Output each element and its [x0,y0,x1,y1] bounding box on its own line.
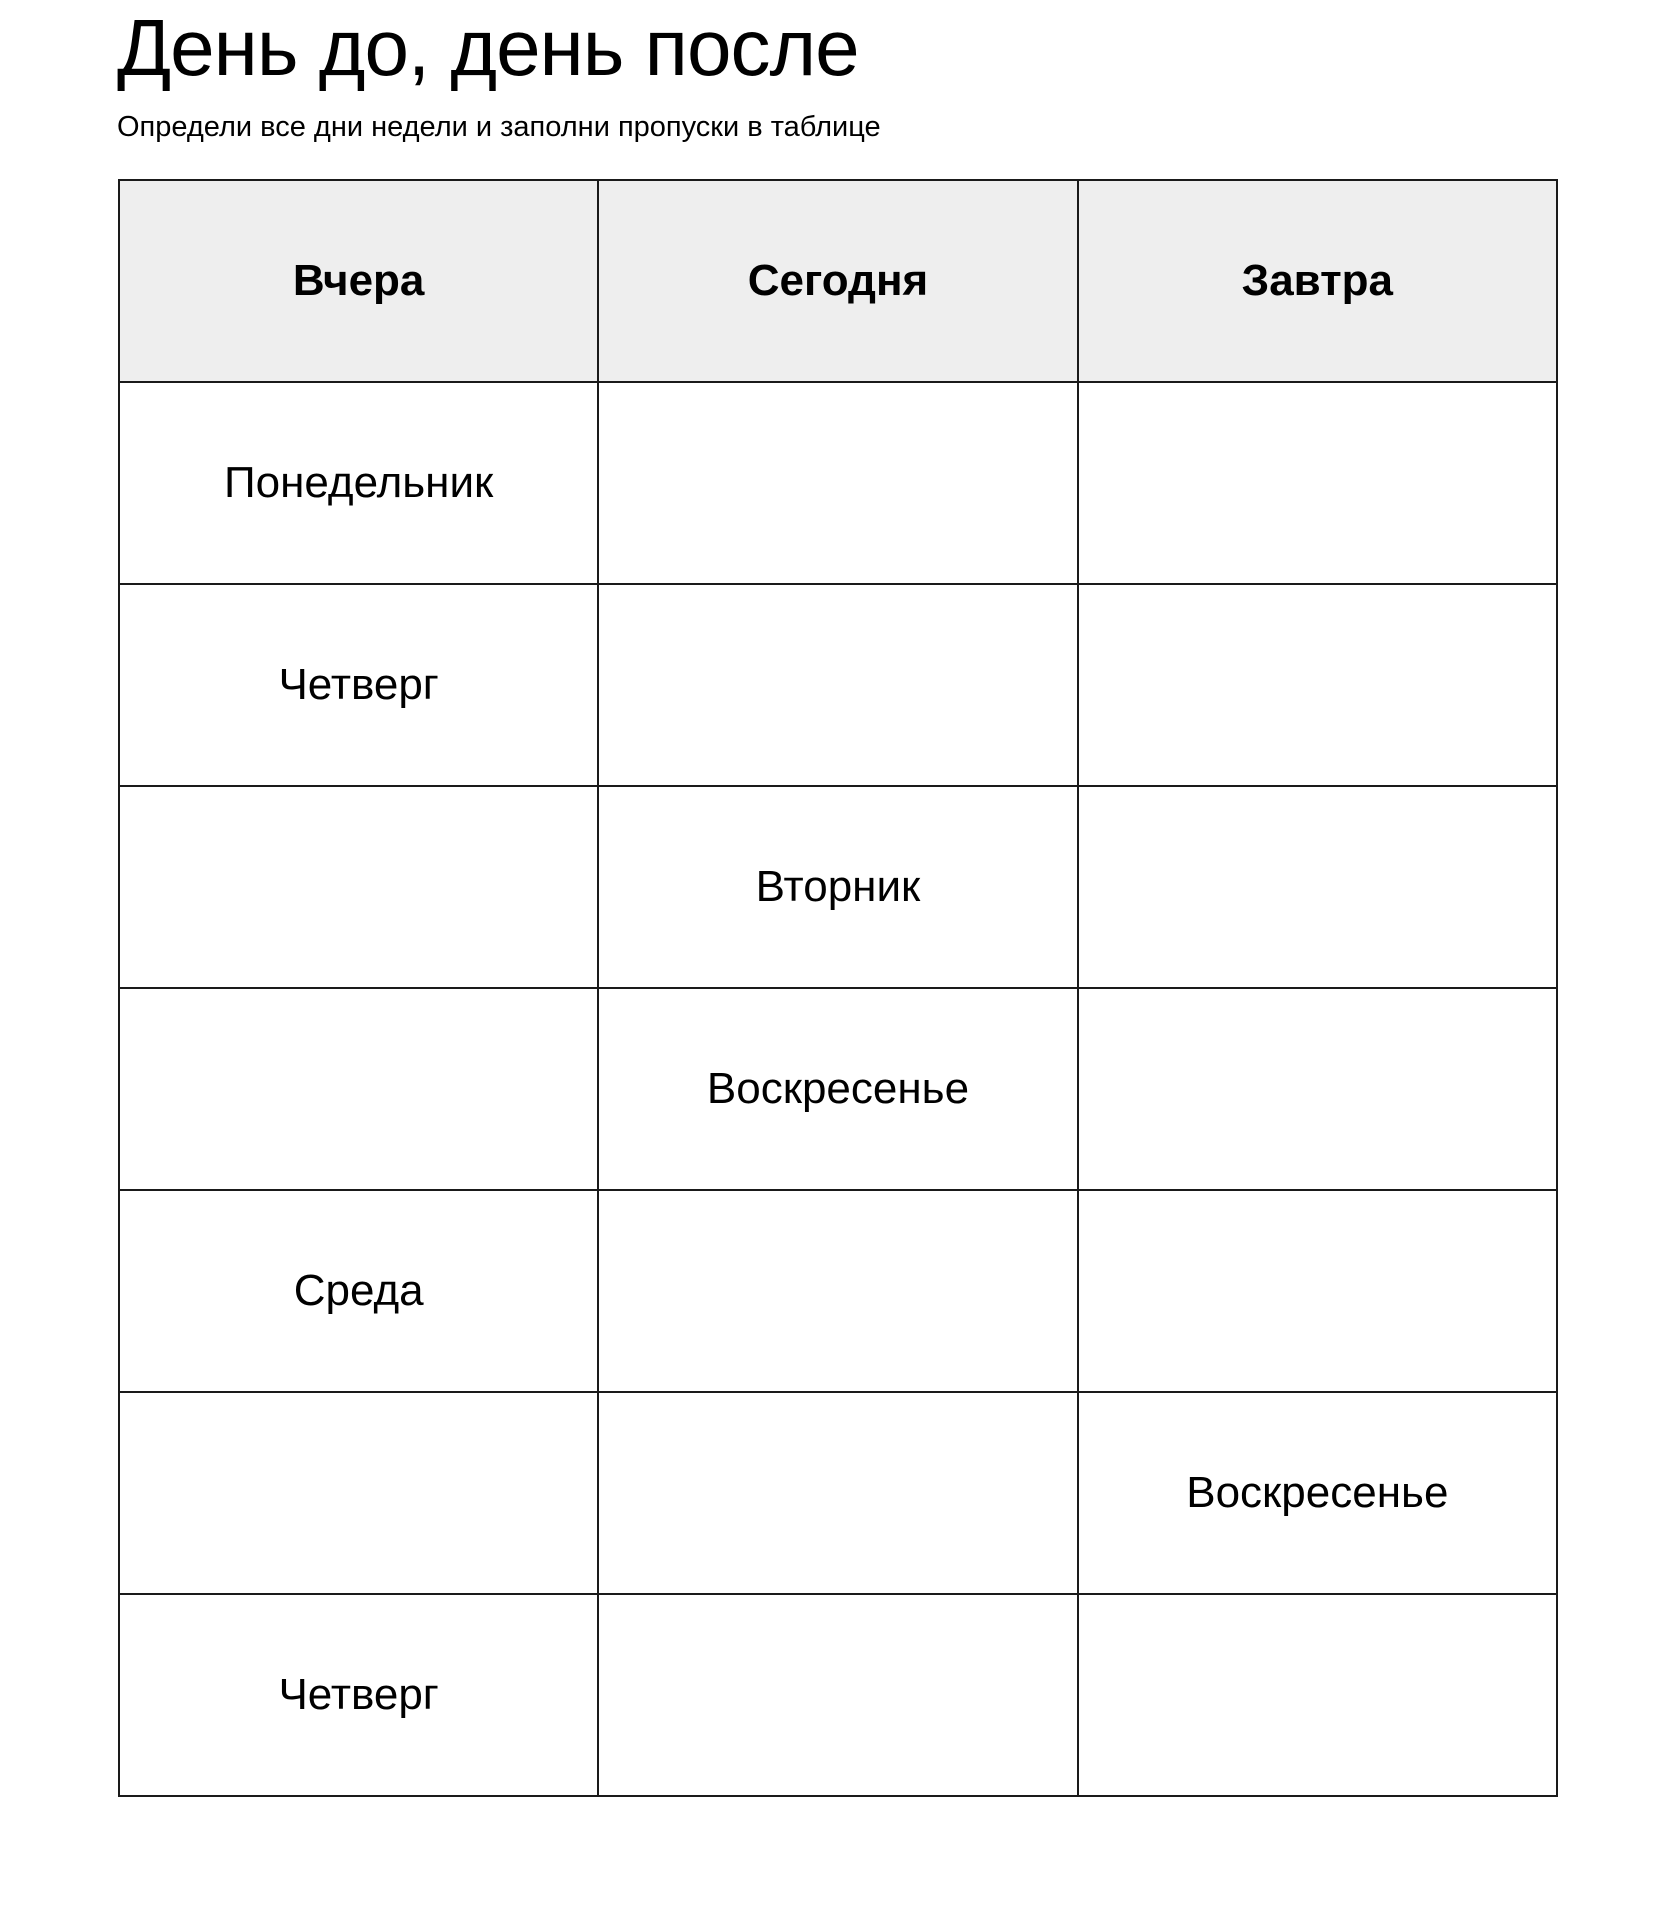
cell-tomorrow[interactable] [1078,786,1557,988]
cell-today[interactable] [598,1594,1077,1796]
cell-today[interactable] [598,382,1077,584]
cell-yesterday[interactable] [119,1392,598,1594]
cell-yesterday[interactable]: Четверг [119,584,598,786]
header-row [119,180,1557,382]
cell-today[interactable] [598,1392,1077,1594]
table-row [119,1594,1557,1796]
cell-yesterday[interactable]: Среда [119,1190,598,1392]
cell-today[interactable] [598,1190,1077,1392]
cell-today[interactable]: Воскресенье [598,988,1077,1190]
table-row [119,1392,1557,1594]
cell-tomorrow[interactable]: Воскресенье [1078,1392,1557,1594]
cell-tomorrow[interactable] [1078,1594,1557,1796]
header-today: Сегодня [598,180,1077,382]
table-row [119,584,1557,786]
table-row [119,1190,1557,1392]
cell-tomorrow[interactable] [1078,382,1557,584]
header-tomorrow: Завтра [1078,180,1557,382]
cell-today[interactable]: Вторник [598,786,1077,988]
table-row [119,382,1557,584]
cell-yesterday[interactable] [119,988,598,1190]
cell-yesterday[interactable]: Четверг [119,1594,598,1796]
cell-yesterday[interactable] [119,786,598,988]
cell-tomorrow[interactable] [1078,988,1557,1190]
table-row [119,988,1557,1190]
days-table [118,179,1558,1797]
instructions: Определи все дни недели и заполни пропуски в таблице [117,111,881,143]
table-row [119,786,1557,988]
cell-tomorrow[interactable] [1078,1190,1557,1392]
page-title: День до, день после [117,3,859,92]
cell-tomorrow[interactable] [1078,584,1557,786]
cell-today[interactable] [598,584,1077,786]
header-yesterday: Вчера [119,180,598,382]
cell-yesterday[interactable]: Понедельник [119,382,598,584]
